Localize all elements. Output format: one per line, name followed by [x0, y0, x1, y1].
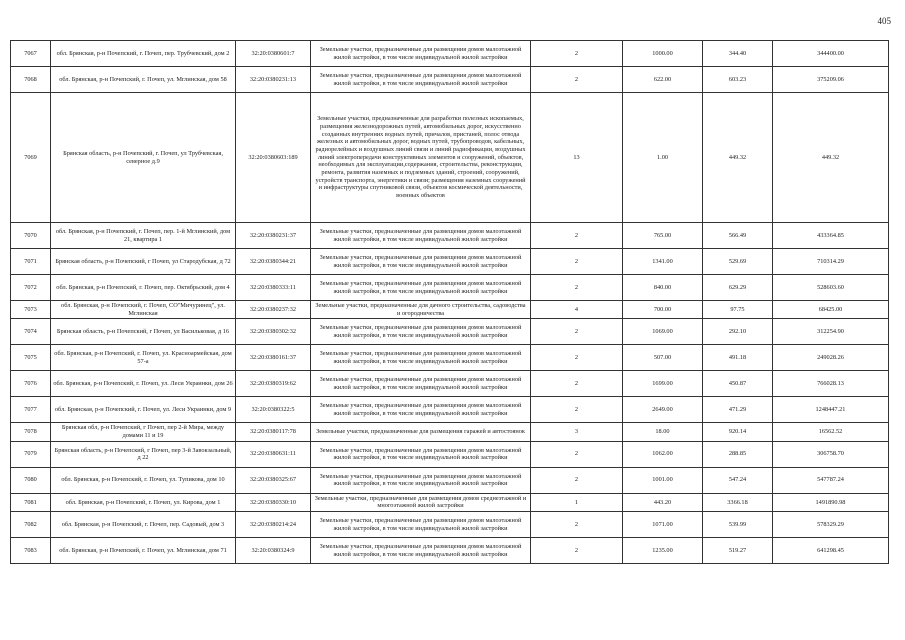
area-cell: 1341.00 [623, 249, 703, 275]
permitted-use-cell: Земельные участки, предназначенные для размещения домов малоэтажной жилой застройки, в том числе индивидуальной жилой застройки [311, 345, 531, 371]
cadastral-value-cell: 306758.70 [773, 441, 889, 467]
area-cell: 2649.00 [623, 397, 703, 423]
table-row [11, 301, 889, 319]
cadastral-number-cell: 32:20:0380117:78 [236, 423, 311, 441]
specific-value-cell: 529.69 [703, 249, 773, 275]
category-cell: 1 [531, 493, 623, 511]
area-cell: 507.00 [623, 345, 703, 371]
cadastral-value-cell: 375209.06 [773, 67, 889, 93]
cadastral-value-cell: 578329.29 [773, 512, 889, 538]
area-cell: 840.00 [623, 275, 703, 301]
table-row [11, 538, 889, 564]
category-cell: 2 [531, 41, 623, 67]
cadastral-number-cell: 32:20:0380302:32 [236, 319, 311, 345]
row-number-cell: 7082 [11, 512, 51, 538]
cadastral-value-cell: 710314.29 [773, 249, 889, 275]
address-cell: обл. Брянская, р-н Почепский, г. Почеп, ул. Леси Украинки, дом 26 [51, 371, 236, 397]
address-cell: Брянская область, р-н Почепский, г Почеп, ул Стародубская, д 72 [51, 249, 236, 275]
specific-value-cell: 566.49 [703, 223, 773, 249]
specific-value-cell: 288.85 [703, 441, 773, 467]
area-cell: 1.00 [623, 93, 703, 223]
table-row [11, 67, 889, 93]
row-number-cell: 7070 [11, 223, 51, 249]
area-cell: 18.00 [623, 423, 703, 441]
specific-value-cell: 471.29 [703, 397, 773, 423]
cadastral-number-cell: 32:20:0380161:37 [236, 345, 311, 371]
cadastral-number-cell: 32:20:0380231:13 [236, 67, 311, 93]
row-number-cell: 7078 [11, 423, 51, 441]
address-cell: обл. Брянская, р-н Почепский, г. Почеп, ул. Мглинская, дом 58 [51, 67, 236, 93]
cadastral-value-cell: 641298.45 [773, 538, 889, 564]
cadastral-number-cell: 32:20:0380325:67 [236, 467, 311, 493]
area-cell: 1062.00 [623, 441, 703, 467]
category-cell: 2 [531, 319, 623, 345]
cadastral-value-cell: 1248447.21 [773, 397, 889, 423]
specific-value-cell: 344.40 [703, 41, 773, 67]
cadastral-value-cell: 449.32 [773, 93, 889, 223]
table-row [11, 441, 889, 467]
table-row [11, 345, 889, 371]
category-cell: 2 [531, 275, 623, 301]
address-cell: обл. Брянская, р-н Почепский, г. Почеп, ул. Красноармейская, дом 57-а [51, 345, 236, 371]
table-row [11, 41, 889, 67]
category-cell: 2 [531, 397, 623, 423]
cadastral-number-cell: 32:20:0380214:24 [236, 512, 311, 538]
address-cell: обл. Брянская, р-н Почепский, г. Почеп, пер. Садовый, дом 3 [51, 512, 236, 538]
area-cell: 1069.00 [623, 319, 703, 345]
table-row [11, 275, 889, 301]
address-cell: Брянская обл, р-н Почепский, г Почеп, пер 2-й Мира, между домами 11 и 19 [51, 423, 236, 441]
specific-value-cell: 519.27 [703, 538, 773, 564]
specific-value-cell: 547.24 [703, 467, 773, 493]
cadastral-value-cell: 16562.52 [773, 423, 889, 441]
area-cell: 443.20 [623, 493, 703, 511]
cadastral-number-cell: 32:20:0380344:21 [236, 249, 311, 275]
cadastral-value-cell: 312254.90 [773, 319, 889, 345]
cadastral-number-cell: 32:20:0380237:32 [236, 301, 311, 319]
table-row [11, 371, 889, 397]
category-cell: 2 [531, 345, 623, 371]
specific-value-cell: 449.32 [703, 93, 773, 223]
cadastral-value-cell: 344400.00 [773, 41, 889, 67]
address-cell: обл. Брянская, р-н Почепский, г. Почеп, ул. Мглинская, дом 71 [51, 538, 236, 564]
area-cell: 1235.00 [623, 538, 703, 564]
category-cell: 2 [531, 538, 623, 564]
table-row [11, 93, 889, 223]
row-number-cell: 7080 [11, 467, 51, 493]
category-cell: 2 [531, 249, 623, 275]
address-cell: обл. Брянская, р-н Почепский, г. Почеп, ул. Кирова, дом 1 [51, 493, 236, 511]
category-cell: 2 [531, 467, 623, 493]
address-cell: обл. Брянская, р-н Почепский, г. Почеп, СО"Мичуринец", ул. Мглинская [51, 301, 236, 319]
specific-value-cell: 539.99 [703, 512, 773, 538]
permitted-use-cell: Земельные участки, предназначенные для размещения домов малоэтажной жилой застройки, в том числе индивидуальной жилой застройки [311, 538, 531, 564]
cadastral-number-cell: 32:20:0380631:11 [236, 441, 311, 467]
cadastral-number-cell: 32:20:0380330:10 [236, 493, 311, 511]
permitted-use-cell: Земельные участки, предназначенные для размещения домов малоэтажной жилой застройки, в том числе индивидуальной жилой застройки [311, 41, 531, 67]
category-cell: 4 [531, 301, 623, 319]
table-row [11, 319, 889, 345]
address-cell: обл. Брянская, р-н Почепский, г. Почеп, ул. Тупикова, дом 10 [51, 467, 236, 493]
permitted-use-cell: Земельные участки, предназначенные для разработки полезных ископаемых, размещения железнодорожных путей, автомобильных дорог, искусственно созданных внутренних водных путей, причалов, пристаней, полос отвода железных и автомобильных дорог, водных путей, трубопроводов, кабельных, радиорелейных и воздушных линий связи и линий радиофикации, воздушных линий электропередачи конструктивных элементов и сооружений, объектов, необходимых для эксплуатации,содержания, строительства, реконструкции, ремонта, развития наземных и подземных зданий, строений, сооружений, устройств транспорта, энергетики и связи; размещения наземных сооружений и инфраструктуры спутниковой связи, объектов космической деятельности, военных объектов [311, 93, 531, 223]
row-number-cell: 7068 [11, 67, 51, 93]
area-cell: 622.00 [623, 67, 703, 93]
specific-value-cell: 3366.18 [703, 493, 773, 511]
cadastral-value-cell: 68425.00 [773, 301, 889, 319]
permitted-use-cell: Земельные участки, предназначенные для размещения гаражей и автостоянок [311, 423, 531, 441]
cadastral-value-cell: 1491890.98 [773, 493, 889, 511]
specific-value-cell: 97.75 [703, 301, 773, 319]
category-cell: 2 [531, 512, 623, 538]
category-cell: 3 [531, 423, 623, 441]
cadastral-number-cell: 32:20:0380231:37 [236, 223, 311, 249]
table-row [11, 397, 889, 423]
address-cell: обл. Брянская, р-н Почепский, г. Почеп, пер. Октябрьский, дом 4 [51, 275, 236, 301]
specific-value-cell: 292.10 [703, 319, 773, 345]
row-number-cell: 7077 [11, 397, 51, 423]
permitted-use-cell: Земельные участки, предназначенные для размещения домов среднеэтажной и многоэтажной жилой застройки [311, 493, 531, 511]
category-cell: 2 [531, 67, 623, 93]
table-row [11, 423, 889, 441]
cadastral-value-cell: 433364.85 [773, 223, 889, 249]
permitted-use-cell: Земельные участки, предназначенные для размещения домов малоэтажной жилой застройки, в том числе индивидуальной жилой застройки [311, 467, 531, 493]
address-cell: обл. Брянская, р-н Почепский, г. Почеп, ул. Леси Украинки, дом 9 [51, 397, 236, 423]
permitted-use-cell: Земельные участки, предназначенные для размещения домов малоэтажной жилой застройки, в том числе индивидуальной жилой застройки [311, 512, 531, 538]
cadastral-number-cell: 32:20:0380603:189 [236, 93, 311, 223]
area-cell: 1001.00 [623, 467, 703, 493]
row-number-cell: 7067 [11, 41, 51, 67]
cadastral-number-cell: 32:20:0380324:9 [236, 538, 311, 564]
table-body [11, 41, 889, 564]
cadastral-value-cell: 249028.26 [773, 345, 889, 371]
category-cell: 13 [531, 93, 623, 223]
row-number-cell: 7075 [11, 345, 51, 371]
area-cell: 700.00 [623, 301, 703, 319]
row-number-cell: 7076 [11, 371, 51, 397]
permitted-use-cell: Земельные участки, предназначенные для размещения домов малоэтажной жилой застройки, в том числе индивидуальной жилой застройки [311, 67, 531, 93]
row-number-cell: 7081 [11, 493, 51, 511]
row-number-cell: 7073 [11, 301, 51, 319]
permitted-use-cell: Земельные участки, предназначенные для дачного строительства, садоводства и огородничества [311, 301, 531, 319]
row-number-cell: 7083 [11, 538, 51, 564]
address-cell: обл. Брянская, р-н Почепский, г. Почеп, пер. 1-й Мглинский, дом 21, квартира 1 [51, 223, 236, 249]
cadastral-number-cell: 32:20:0380333:11 [236, 275, 311, 301]
row-number-cell: 7069 [11, 93, 51, 223]
area-cell: 1071.00 [623, 512, 703, 538]
permitted-use-cell: Земельные участки, предназначенные для размещения домов малоэтажной жилой застройки, в том числе индивидуальной жилой застройки [311, 397, 531, 423]
cadastral-number-cell: 32:20:0380601:7 [236, 41, 311, 67]
cadastral-number-cell: 32:20:0380319:62 [236, 371, 311, 397]
permitted-use-cell: Земельные участки, предназначенные для размещения домов малоэтажной жилой застройки, в том числе индивидуальной жилой застройки [311, 275, 531, 301]
land-registry-table [10, 40, 889, 564]
specific-value-cell: 603.23 [703, 67, 773, 93]
area-cell: 1699.00 [623, 371, 703, 397]
row-number-cell: 7071 [11, 249, 51, 275]
cadastral-value-cell: 528603.60 [773, 275, 889, 301]
table-row [11, 493, 889, 511]
address-cell: Брянская область, р-н Почепский, г. Почеп, ул Трубчевская, северное д.9 [51, 93, 236, 223]
area-cell: 765.00 [623, 223, 703, 249]
cadastral-value-cell: 766028.13 [773, 371, 889, 397]
address-cell: Брянская область, р-н Почепский, г Почеп, пер 3-й Завокзальный, д 22 [51, 441, 236, 467]
specific-value-cell: 491.18 [703, 345, 773, 371]
specific-value-cell: 629.29 [703, 275, 773, 301]
cadastral-value-cell: 547787.24 [773, 467, 889, 493]
permitted-use-cell: Земельные участки, предназначенные для размещения домов малоэтажной жилой застройки, в том числе индивидуальной жилой застройки [311, 319, 531, 345]
permitted-use-cell: Земельные участки, предназначенные для размещения домов малоэтажной жилой застройки, в том числе индивидуальной жилой застройки [311, 371, 531, 397]
permitted-use-cell: Земельные участки, предназначенные для размещения домов малоэтажной жилой застройки, в том числе индивидуальной жилой застройки [311, 223, 531, 249]
table-row [11, 512, 889, 538]
row-number-cell: 7072 [11, 275, 51, 301]
permitted-use-cell: Земельные участки, предназначенные для размещения домов малоэтажной жилой застройки, в том числе индивидуальной жилой застройки [311, 249, 531, 275]
category-cell: 2 [531, 371, 623, 397]
specific-value-cell: 450.87 [703, 371, 773, 397]
table-row [11, 249, 889, 275]
cadastral-number-cell: 32:20:0380322:5 [236, 397, 311, 423]
row-number-cell: 7079 [11, 441, 51, 467]
table-row [11, 467, 889, 493]
table-row [11, 223, 889, 249]
permitted-use-cell: Земельные участки, предназначенные для размещения домов малоэтажной жилой застройки, в том числе индивидуальной жилой застройки [311, 441, 531, 467]
specific-value-cell: 920.14 [703, 423, 773, 441]
category-cell: 2 [531, 441, 623, 467]
page-number: 405 [877, 16, 891, 26]
area-cell: 1000.00 [623, 41, 703, 67]
category-cell: 2 [531, 223, 623, 249]
address-cell: Брянская область, р-н Почепский, г Почеп, ул Васильковая, д 16 [51, 319, 236, 345]
address-cell: обл. Брянская, р-н Почепский, г. Почеп, пер. Трубчевский, дом 2 [51, 41, 236, 67]
row-number-cell: 7074 [11, 319, 51, 345]
